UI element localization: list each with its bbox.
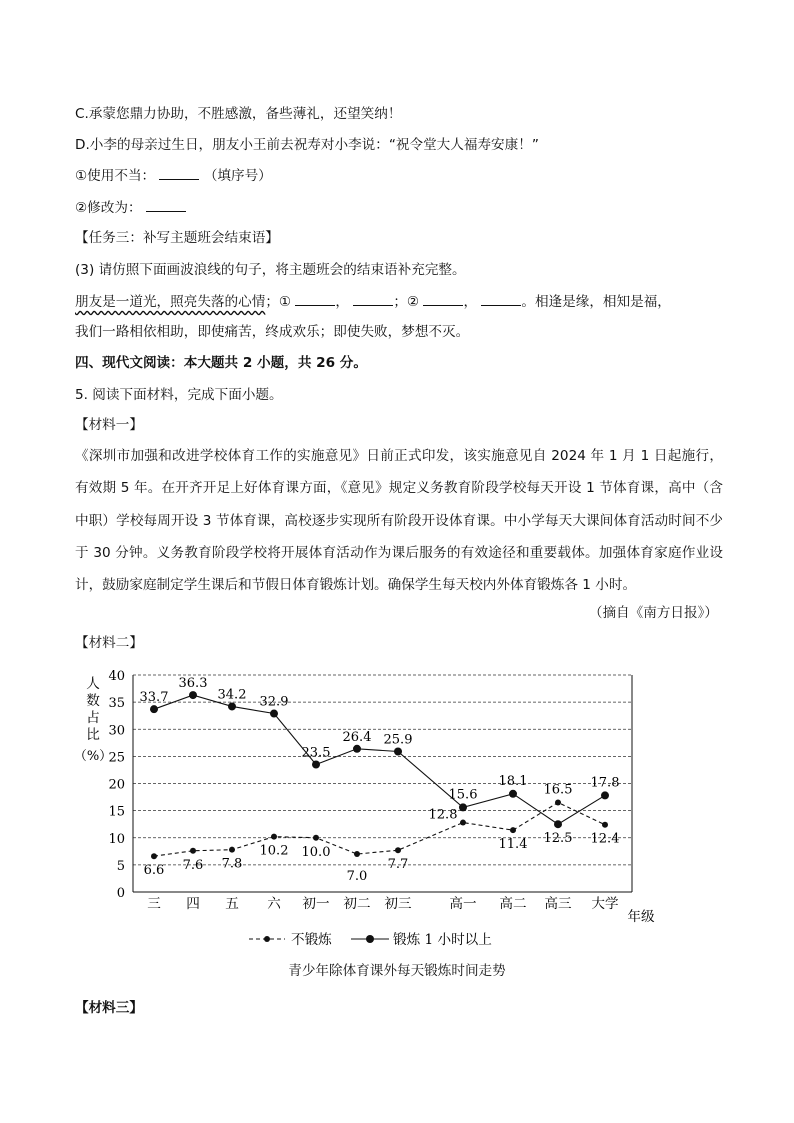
section4-heading: 四、现代文阅读：本大题共 2 小题，共 26 分。 (75, 355, 367, 371)
data-point-over-1h (189, 691, 197, 699)
task3-fill-line: 朋友是一道光，照亮失落的心情；① ， ；② ， 。相逢是缘，相知是福， (75, 291, 671, 312)
fill-blank-2a[interactable] (423, 291, 463, 306)
legend-marker-over-1h (366, 935, 374, 943)
data-label-no-exercise: 12.4 (590, 831, 620, 847)
y-tick-label: 0 (116, 886, 125, 901)
y-tick-label: 5 (116, 858, 125, 874)
material1-body: 《深圳市加强和改进学校体育工作的实施意见》日前正式印发，该实施意见自 2024 年 1 月 1 日起施行，有效期 5 年。在开齐开足上好体育课方面，《意见》规定义务教育阶段学校每天开设 1 节体育课，高中（含中职）学校每周开设 3 节体育课，高校逐步实现所有阶段开设体育课。中小学每天大课间体育活动时间不少于 30 分钟。义务教育阶段学校将开展体育活动作为课后服务的有效途径和重要载体。加强体育家庭作业设计，鼓励家庭制定学生课后和节假日体育锻炼计划。确保学生每天校内外体育锻炼各 1 小时。 (75, 448, 723, 594)
answer-1-blank[interactable] (159, 165, 199, 180)
fill-blank-2b[interactable] (481, 291, 521, 306)
data-label-no-exercise: 11.4 (498, 837, 528, 853)
data-label-over-1h: 32.9 (259, 694, 289, 710)
fill-blank-1a[interactable] (295, 291, 335, 306)
series-line-over-1h (154, 695, 605, 824)
fill-tail: 。相逢是缘，相知是福， (521, 294, 671, 310)
wavy-sentence: 朋友是一道光，照亮失落的心情 (75, 294, 266, 310)
x-tick-label: 初二 (343, 896, 371, 912)
data-point-no-exercise (354, 851, 360, 857)
material1-source: （摘自《南方日报》） (588, 605, 718, 621)
data-point-no-exercise (395, 847, 401, 853)
data-point-over-1h (353, 745, 361, 753)
data-point-no-exercise (510, 827, 516, 833)
data-point-over-1h (459, 803, 467, 811)
answer-2-label: ②修改为： (75, 200, 142, 216)
chart-title: 青少年除体育课外每天锻炼时间走势 (288, 963, 506, 979)
y-tick-label: 20 (108, 777, 125, 793)
data-label-over-1h: 34.2 (217, 687, 247, 703)
data-point-no-exercise (229, 847, 235, 853)
data-point-over-1h (150, 705, 158, 713)
data-label-over-1h: 15.6 (448, 787, 478, 803)
data-point-over-1h (601, 791, 609, 799)
data-label-no-exercise: 7.7 (387, 857, 409, 873)
data-label-no-exercise: 12.8 (428, 807, 458, 823)
y-tick-label: 35 (108, 696, 125, 712)
material3-label: 【材料三】 (75, 1000, 143, 1016)
data-label-over-1h: 26.4 (342, 729, 372, 745)
data-point-no-exercise (602, 822, 608, 828)
answer-2-blank[interactable] (146, 197, 186, 212)
x-tick-label: 四 (186, 896, 200, 912)
legend-marker-no-exercise (264, 936, 270, 942)
data-point-over-1h (554, 820, 562, 828)
x-tick-label: 六 (267, 896, 281, 912)
answer-1-suffix: （填序号） (203, 168, 272, 184)
x-tick-label: 五 (225, 896, 239, 912)
data-label-over-1h: 18.1 (498, 773, 528, 789)
material2-label: 【材料二】 (75, 635, 143, 651)
y-axis-unit: （%） (73, 749, 113, 764)
data-label-no-exercise: 7.6 (182, 857, 204, 873)
y-tick-label: 40 (108, 669, 125, 684)
x-tick-label: 高三 (544, 896, 572, 912)
y-axis-label-char: 人 (86, 676, 100, 692)
legend-label-over-1h: 锻炼 1 小时以上 (393, 932, 492, 948)
data-point-over-1h (394, 747, 402, 755)
answer-1-label: ①使用不当： (75, 168, 156, 184)
task3-line-2: 我们一路相依相助，即使痛苦，终成欢乐；即使失败，梦想不灭。 (75, 324, 470, 340)
data-label-over-1h: 36.3 (178, 676, 208, 692)
data-label-no-exercise: 7.8 (221, 856, 243, 872)
data-label-no-exercise: 16.5 (543, 782, 573, 798)
option-c: C.承蒙您鼎力协助，不胜感激，备些薄礼，还望笑纳！ (75, 106, 402, 122)
x-axis-label: 年级 (627, 909, 655, 925)
data-point-no-exercise (313, 835, 319, 841)
data-label-over-1h: 25.9 (383, 732, 413, 748)
y-tick-label: 15 (108, 804, 125, 820)
y-tick-label: 10 (108, 831, 125, 847)
data-point-over-1h (270, 710, 278, 718)
y-axis-label-char: 数 (86, 693, 100, 709)
option-d: D.小李的母亲过生日，朋友小王前去祝寿对小李说：“祝令堂大人福寿安康！” (75, 137, 539, 153)
y-axis-label-char: 占 (86, 710, 100, 726)
x-tick-label: 三 (147, 896, 161, 912)
data-point-no-exercise (271, 834, 277, 840)
data-label-no-exercise: 10.0 (301, 844, 331, 860)
data-point-no-exercise (460, 820, 466, 826)
answer-line-1 (75, 165, 272, 186)
answer-line-2 (75, 197, 186, 218)
data-label-over-1h: 33.7 (139, 690, 169, 706)
fill-mark-1: ；① (265, 294, 292, 310)
y-axis-label-char: 比 (86, 727, 100, 743)
fill-blank-1b[interactable] (353, 291, 393, 306)
x-tick-label: 高一 (449, 896, 477, 912)
x-tick-label: 初一 (302, 896, 330, 912)
exercise-trend-chart (0, 660, 794, 960)
data-point-no-exercise (190, 848, 196, 854)
task3-instruction: (3) 请仿照下面画波浪线的句子，将主题班会的结束语补充完整。 (75, 262, 466, 278)
data-point-no-exercise (151, 853, 157, 859)
data-point-over-1h (509, 790, 517, 798)
question-5: 5. 阅读下面材料，完成下面小题。 (75, 387, 283, 403)
data-point-over-1h (312, 761, 320, 769)
data-point-over-1h (228, 702, 236, 710)
data-label-no-exercise: 7.0 (346, 869, 368, 885)
data-label-no-exercise: 6.6 (143, 863, 165, 879)
x-tick-label: 初三 (384, 896, 412, 912)
material1-label: 【材料一】 (75, 417, 143, 433)
data-label-no-exercise: 10.2 (259, 843, 289, 859)
data-label-over-1h: 17.8 (590, 775, 620, 791)
data-point-no-exercise (555, 799, 561, 805)
data-label-over-1h: 23.5 (301, 745, 331, 761)
legend-label-no-exercise: 不锻炼 (291, 932, 332, 948)
task3-title: 【任务三：补写主题班会结束语】 (75, 230, 279, 246)
x-tick-label: 大学 (591, 896, 619, 912)
x-tick-label: 高二 (499, 896, 527, 912)
y-tick-label: 25 (108, 750, 125, 766)
fill-mark-2: ；② (393, 294, 420, 310)
y-tick-label: 30 (108, 723, 125, 739)
data-label-over-1h: 12.5 (543, 831, 573, 847)
